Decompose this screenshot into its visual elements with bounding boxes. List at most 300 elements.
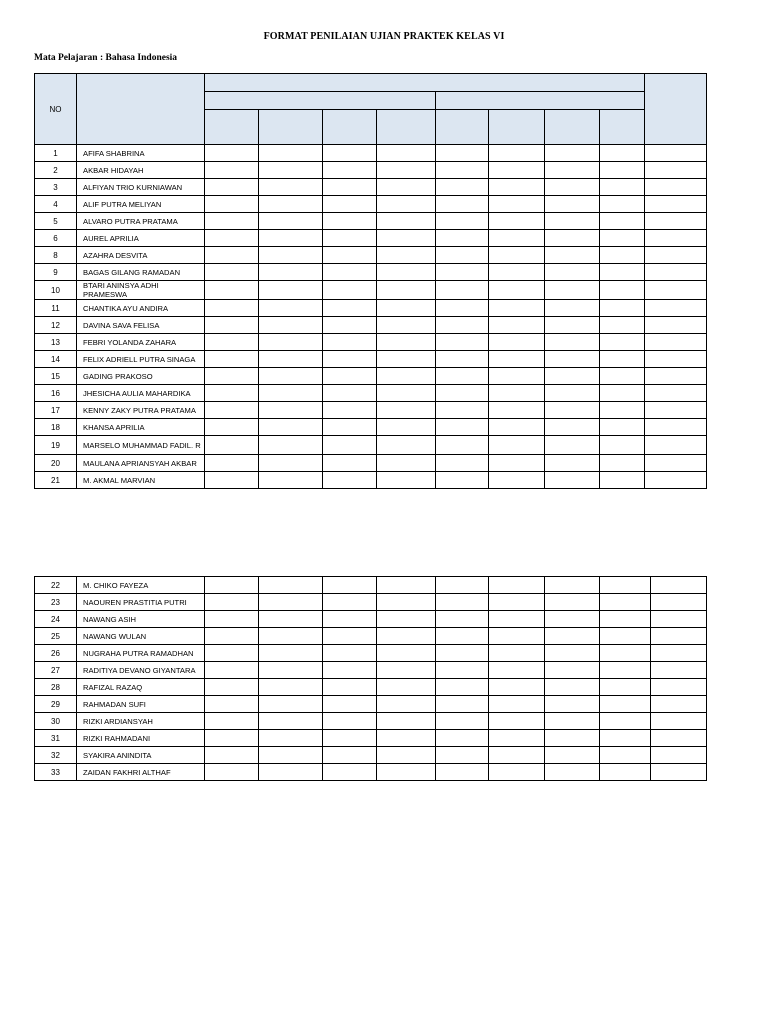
- score-cell[interactable]: [600, 145, 645, 162]
- score-cell[interactable]: [436, 594, 489, 611]
- score-cell[interactable]: [323, 436, 377, 455]
- score-cell[interactable]: [259, 196, 323, 213]
- score-cell[interactable]: [645, 213, 707, 230]
- score-cell[interactable]: [600, 696, 651, 713]
- score-cell[interactable]: [436, 611, 489, 628]
- score-cell[interactable]: [489, 419, 545, 436]
- student-name: M. CHIKO FAYEZA: [77, 577, 205, 594]
- score-cell[interactable]: [377, 594, 436, 611]
- score-cell[interactable]: [377, 713, 436, 730]
- score-cell[interactable]: [259, 317, 323, 334]
- score-cell[interactable]: [489, 317, 545, 334]
- score-cell[interactable]: [600, 179, 645, 196]
- score-cell[interactable]: [489, 645, 545, 662]
- score-cell[interactable]: [651, 730, 707, 747]
- score-cell[interactable]: [436, 472, 489, 489]
- score-cell[interactable]: [377, 264, 436, 281]
- score-cell[interactable]: [377, 247, 436, 264]
- score-cell[interactable]: [436, 300, 489, 317]
- score-cell[interactable]: [545, 436, 600, 455]
- score-cell[interactable]: [436, 196, 489, 213]
- score-cell[interactable]: [436, 577, 489, 594]
- score-cell[interactable]: [323, 696, 377, 713]
- table-row: [35, 696, 707, 713]
- score-cell[interactable]: [545, 213, 600, 230]
- score-cell[interactable]: [545, 334, 600, 351]
- score-cell[interactable]: [645, 334, 707, 351]
- score-cell[interactable]: [205, 334, 259, 351]
- score-cell[interactable]: [645, 455, 707, 472]
- score-cell[interactable]: [323, 179, 377, 196]
- score-cell[interactable]: [259, 300, 323, 317]
- score-cell[interactable]: [259, 368, 323, 385]
- score-cell[interactable]: [545, 594, 600, 611]
- score-cell[interactable]: [205, 696, 259, 713]
- score-cell[interactable]: [259, 764, 323, 781]
- score-cell[interactable]: [205, 730, 259, 747]
- score-cell[interactable]: [545, 764, 600, 781]
- score-cell[interactable]: [645, 402, 707, 419]
- score-cell[interactable]: [377, 645, 436, 662]
- score-cell[interactable]: [205, 179, 259, 196]
- score-cell[interactable]: [600, 713, 651, 730]
- score-cell[interactable]: [436, 679, 489, 696]
- score-cell[interactable]: [600, 611, 651, 628]
- score-cell[interactable]: [600, 351, 645, 368]
- score-cell[interactable]: [600, 436, 645, 455]
- score-cell[interactable]: [600, 645, 651, 662]
- score-cell[interactable]: [545, 628, 600, 645]
- score-cell[interactable]: [259, 281, 323, 300]
- score-cell[interactable]: [205, 385, 259, 402]
- score-cell[interactable]: [645, 300, 707, 317]
- score-cell[interactable]: [600, 264, 645, 281]
- score-cell[interactable]: [436, 747, 489, 764]
- score-cell[interactable]: [205, 145, 259, 162]
- score-cell[interactable]: [205, 747, 259, 764]
- score-cell[interactable]: [377, 455, 436, 472]
- score-cell[interactable]: [205, 162, 259, 179]
- score-cell[interactable]: [377, 611, 436, 628]
- score-cell[interactable]: [645, 281, 707, 300]
- row-number: 24: [35, 611, 77, 628]
- score-cell[interactable]: [600, 334, 645, 351]
- score-cell[interactable]: [489, 696, 545, 713]
- score-cell[interactable]: [600, 679, 651, 696]
- score-cell[interactable]: [645, 264, 707, 281]
- score-cell[interactable]: [645, 436, 707, 455]
- score-cell[interactable]: [259, 611, 323, 628]
- score-cell[interactable]: [259, 696, 323, 713]
- score-cell[interactable]: [489, 611, 545, 628]
- score-cell[interactable]: [205, 247, 259, 264]
- score-cell[interactable]: [545, 696, 600, 713]
- score-cell[interactable]: [205, 419, 259, 436]
- score-cell[interactable]: [651, 696, 707, 713]
- score-cell[interactable]: [489, 334, 545, 351]
- score-cell[interactable]: [600, 662, 651, 679]
- score-cell[interactable]: [259, 230, 323, 247]
- score-cell[interactable]: [651, 662, 707, 679]
- score-cell[interactable]: [259, 472, 323, 489]
- score-cell[interactable]: [377, 747, 436, 764]
- score-cell[interactable]: [377, 696, 436, 713]
- row-number: 2: [35, 162, 77, 179]
- score-cell[interactable]: [205, 645, 259, 662]
- score-cell[interactable]: [436, 213, 489, 230]
- score-cell[interactable]: [545, 455, 600, 472]
- score-cell[interactable]: [600, 300, 645, 317]
- score-cell[interactable]: [489, 300, 545, 317]
- score-cell[interactable]: [259, 455, 323, 472]
- score-cell[interactable]: [545, 577, 600, 594]
- score-cell[interactable]: [545, 679, 600, 696]
- score-cell[interactable]: [489, 679, 545, 696]
- score-cell[interactable]: [545, 747, 600, 764]
- score-cell[interactable]: [545, 611, 600, 628]
- score-cell[interactable]: [323, 764, 377, 781]
- score-cell[interactable]: [436, 334, 489, 351]
- score-cell[interactable]: [377, 764, 436, 781]
- score-cell[interactable]: [489, 281, 545, 300]
- score-cell[interactable]: [259, 334, 323, 351]
- score-cell[interactable]: [377, 334, 436, 351]
- score-cell[interactable]: [377, 281, 436, 300]
- score-cell[interactable]: [545, 368, 600, 385]
- score-cell[interactable]: [436, 436, 489, 455]
- score-cell[interactable]: [489, 764, 545, 781]
- score-cell[interactable]: [545, 713, 600, 730]
- score-cell[interactable]: [259, 145, 323, 162]
- score-cell[interactable]: [259, 679, 323, 696]
- score-cell[interactable]: [323, 351, 377, 368]
- score-cell[interactable]: [651, 611, 707, 628]
- score-cell[interactable]: [436, 281, 489, 300]
- score-cell[interactable]: [645, 179, 707, 196]
- score-cell[interactable]: [205, 713, 259, 730]
- score-cell[interactable]: [323, 662, 377, 679]
- score-cell[interactable]: [323, 402, 377, 419]
- score-cell[interactable]: [489, 368, 545, 385]
- score-cell[interactable]: [377, 145, 436, 162]
- score-cell[interactable]: [205, 679, 259, 696]
- score-cell[interactable]: [205, 264, 259, 281]
- score-cell[interactable]: [323, 611, 377, 628]
- score-cell[interactable]: [600, 368, 645, 385]
- score-cell[interactable]: [323, 419, 377, 436]
- score-cell[interactable]: [323, 213, 377, 230]
- score-cell[interactable]: [323, 334, 377, 351]
- score-cell[interactable]: [205, 213, 259, 230]
- score-cell[interactable]: [600, 230, 645, 247]
- score-cell[interactable]: [205, 764, 259, 781]
- score-cell[interactable]: [600, 594, 651, 611]
- score-cell[interactable]: [205, 281, 259, 300]
- score-cell[interactable]: [377, 213, 436, 230]
- score-cell[interactable]: [489, 402, 545, 419]
- score-cell[interactable]: [651, 764, 707, 781]
- score-cell[interactable]: [645, 247, 707, 264]
- score-cell[interactable]: [259, 594, 323, 611]
- score-cell[interactable]: [545, 162, 600, 179]
- score-cell[interactable]: [323, 247, 377, 264]
- score-cell[interactable]: [323, 300, 377, 317]
- score-cell[interactable]: [436, 696, 489, 713]
- score-cell[interactable]: [377, 472, 436, 489]
- score-cell[interactable]: [259, 436, 323, 455]
- score-cell[interactable]: [377, 300, 436, 317]
- score-cell[interactable]: [545, 419, 600, 436]
- score-cell[interactable]: [205, 230, 259, 247]
- score-cell[interactable]: [323, 230, 377, 247]
- score-cell[interactable]: [259, 645, 323, 662]
- score-cell[interactable]: [323, 317, 377, 334]
- score-cell[interactable]: [259, 662, 323, 679]
- score-cell[interactable]: [545, 247, 600, 264]
- score-cell[interactable]: [489, 196, 545, 213]
- score-cell[interactable]: [600, 317, 645, 334]
- score-cell[interactable]: [545, 351, 600, 368]
- score-cell[interactable]: [377, 179, 436, 196]
- score-cell[interactable]: [377, 577, 436, 594]
- score-cell[interactable]: [205, 662, 259, 679]
- score-cell[interactable]: [259, 713, 323, 730]
- score-cell[interactable]: [259, 213, 323, 230]
- score-cell[interactable]: [377, 436, 436, 455]
- score-cell[interactable]: [259, 402, 323, 419]
- score-cell[interactable]: [489, 264, 545, 281]
- row-number: 28: [35, 679, 77, 696]
- score-cell[interactable]: [545, 196, 600, 213]
- score-cell[interactable]: [600, 162, 645, 179]
- score-cell[interactable]: [489, 213, 545, 230]
- score-cell[interactable]: [545, 281, 600, 300]
- score-cell[interactable]: [377, 628, 436, 645]
- table-row: [35, 179, 707, 196]
- score-cell[interactable]: [600, 472, 645, 489]
- score-cell[interactable]: [545, 385, 600, 402]
- table-row: [35, 230, 707, 247]
- score-cell[interactable]: [377, 730, 436, 747]
- score-cell[interactable]: [205, 436, 259, 455]
- score-cell[interactable]: [259, 577, 323, 594]
- score-cell[interactable]: [323, 628, 377, 645]
- score-cell[interactable]: [323, 713, 377, 730]
- score-cell[interactable]: [645, 472, 707, 489]
- score-cell[interactable]: [645, 196, 707, 213]
- score-cell[interactable]: [323, 162, 377, 179]
- score-cell[interactable]: [645, 230, 707, 247]
- score-cell[interactable]: [600, 628, 651, 645]
- score-cell[interactable]: [545, 264, 600, 281]
- table-row: [35, 730, 707, 747]
- score-cell[interactable]: [436, 730, 489, 747]
- score-cell[interactable]: [436, 662, 489, 679]
- table-row: [35, 162, 707, 179]
- score-cell[interactable]: [377, 162, 436, 179]
- score-cell[interactable]: [323, 679, 377, 696]
- score-cell[interactable]: [545, 300, 600, 317]
- score-cell[interactable]: [436, 764, 489, 781]
- score-cell[interactable]: [489, 162, 545, 179]
- score-cell[interactable]: [377, 368, 436, 385]
- score-cell[interactable]: [600, 419, 645, 436]
- score-cell[interactable]: [259, 351, 323, 368]
- score-cell[interactable]: [323, 385, 377, 402]
- score-cell[interactable]: [600, 747, 651, 764]
- score-cell[interactable]: [545, 230, 600, 247]
- score-cell[interactable]: [651, 713, 707, 730]
- score-cell[interactable]: [645, 385, 707, 402]
- score-cell[interactable]: [259, 730, 323, 747]
- score-cell[interactable]: [323, 368, 377, 385]
- score-cell[interactable]: [205, 196, 259, 213]
- score-cell[interactable]: [489, 594, 545, 611]
- score-cell[interactable]: [645, 368, 707, 385]
- score-cell[interactable]: [436, 351, 489, 368]
- score-cell[interactable]: [489, 747, 545, 764]
- score-cell[interactable]: [259, 747, 323, 764]
- score-cell[interactable]: [205, 317, 259, 334]
- score-cell[interactable]: [600, 281, 645, 300]
- score-cell[interactable]: [489, 351, 545, 368]
- score-cell[interactable]: [205, 300, 259, 317]
- score-cell[interactable]: [545, 662, 600, 679]
- score-cell[interactable]: [651, 747, 707, 764]
- score-cell[interactable]: [600, 385, 645, 402]
- score-cell[interactable]: [259, 179, 323, 196]
- score-cell[interactable]: [436, 645, 489, 662]
- score-cell[interactable]: [645, 162, 707, 179]
- table-row: [35, 281, 707, 300]
- score-cell[interactable]: [545, 145, 600, 162]
- score-cell[interactable]: [600, 213, 645, 230]
- score-cell[interactable]: [323, 196, 377, 213]
- score-cell[interactable]: [645, 317, 707, 334]
- score-cell[interactable]: [651, 594, 707, 611]
- score-cell[interactable]: [436, 145, 489, 162]
- score-cell[interactable]: [489, 455, 545, 472]
- score-cell[interactable]: [323, 577, 377, 594]
- score-cell[interactable]: [377, 679, 436, 696]
- score-cell[interactable]: [259, 264, 323, 281]
- score-cell[interactable]: [377, 402, 436, 419]
- score-cell[interactable]: [600, 402, 645, 419]
- score-cell[interactable]: [377, 317, 436, 334]
- score-cell[interactable]: [489, 577, 545, 594]
- score-cell[interactable]: [205, 455, 259, 472]
- score-cell[interactable]: [645, 351, 707, 368]
- score-cell[interactable]: [436, 230, 489, 247]
- score-cell[interactable]: [323, 747, 377, 764]
- score-cell[interactable]: [205, 594, 259, 611]
- score-cell[interactable]: [377, 385, 436, 402]
- score-cell[interactable]: [600, 577, 651, 594]
- score-cell[interactable]: [436, 247, 489, 264]
- table-row: [35, 317, 707, 334]
- score-cell[interactable]: [323, 264, 377, 281]
- score-cell[interactable]: [645, 419, 707, 436]
- score-cell[interactable]: [436, 419, 489, 436]
- score-cell[interactable]: [377, 196, 436, 213]
- score-cell[interactable]: [259, 385, 323, 402]
- score-cell[interactable]: [651, 577, 707, 594]
- score-cell[interactable]: [436, 264, 489, 281]
- score-cell[interactable]: [651, 645, 707, 662]
- score-cell[interactable]: [489, 662, 545, 679]
- score-cell[interactable]: [323, 645, 377, 662]
- score-cell[interactable]: [436, 713, 489, 730]
- score-cell[interactable]: [545, 730, 600, 747]
- score-cell[interactable]: [489, 145, 545, 162]
- score-cell[interactable]: [323, 594, 377, 611]
- score-cell[interactable]: [489, 436, 545, 455]
- score-cell[interactable]: [600, 764, 651, 781]
- score-cell[interactable]: [205, 472, 259, 489]
- score-cell[interactable]: [259, 419, 323, 436]
- score-cell[interactable]: [323, 455, 377, 472]
- score-cell[interactable]: [323, 730, 377, 747]
- score-cell[interactable]: [205, 577, 259, 594]
- score-cell[interactable]: [545, 472, 600, 489]
- score-cell[interactable]: [600, 196, 645, 213]
- score-cell[interactable]: [436, 368, 489, 385]
- score-cell[interactable]: [436, 179, 489, 196]
- score-cell[interactable]: [600, 455, 645, 472]
- score-cell[interactable]: [489, 385, 545, 402]
- score-cell[interactable]: [489, 713, 545, 730]
- score-cell[interactable]: [436, 317, 489, 334]
- score-cell[interactable]: [259, 162, 323, 179]
- score-cell[interactable]: [205, 351, 259, 368]
- score-cell[interactable]: [377, 662, 436, 679]
- score-cell[interactable]: [377, 419, 436, 436]
- score-cell[interactable]: [436, 385, 489, 402]
- score-cell[interactable]: [489, 179, 545, 196]
- score-cell[interactable]: [205, 368, 259, 385]
- score-cell[interactable]: [545, 179, 600, 196]
- score-cell[interactable]: [259, 628, 323, 645]
- score-cell[interactable]: [259, 247, 323, 264]
- score-cell[interactable]: [436, 628, 489, 645]
- score-cell[interactable]: [377, 230, 436, 247]
- student-name: MARSELO MUHAMMAD FADIL. R: [77, 436, 205, 455]
- score-cell[interactable]: [377, 351, 436, 368]
- score-cell[interactable]: [600, 730, 651, 747]
- score-cell[interactable]: [489, 730, 545, 747]
- score-cell[interactable]: [323, 472, 377, 489]
- score-cell[interactable]: [436, 455, 489, 472]
- score-cell[interactable]: [436, 402, 489, 419]
- score-cell[interactable]: [545, 402, 600, 419]
- score-cell[interactable]: [645, 145, 707, 162]
- score-cell[interactable]: [489, 230, 545, 247]
- score-cell[interactable]: [205, 611, 259, 628]
- score-cell[interactable]: [545, 645, 600, 662]
- score-cell[interactable]: [651, 628, 707, 645]
- score-cell[interactable]: [323, 281, 377, 300]
- score-cell[interactable]: [489, 628, 545, 645]
- score-cell[interactable]: [205, 402, 259, 419]
- score-cell[interactable]: [205, 628, 259, 645]
- score-cell[interactable]: [545, 317, 600, 334]
- score-cell[interactable]: [436, 162, 489, 179]
- score-cell[interactable]: [489, 247, 545, 264]
- score-cell[interactable]: [651, 679, 707, 696]
- score-cell[interactable]: [323, 145, 377, 162]
- score-cell[interactable]: [600, 247, 645, 264]
- score-cell[interactable]: [489, 472, 545, 489]
